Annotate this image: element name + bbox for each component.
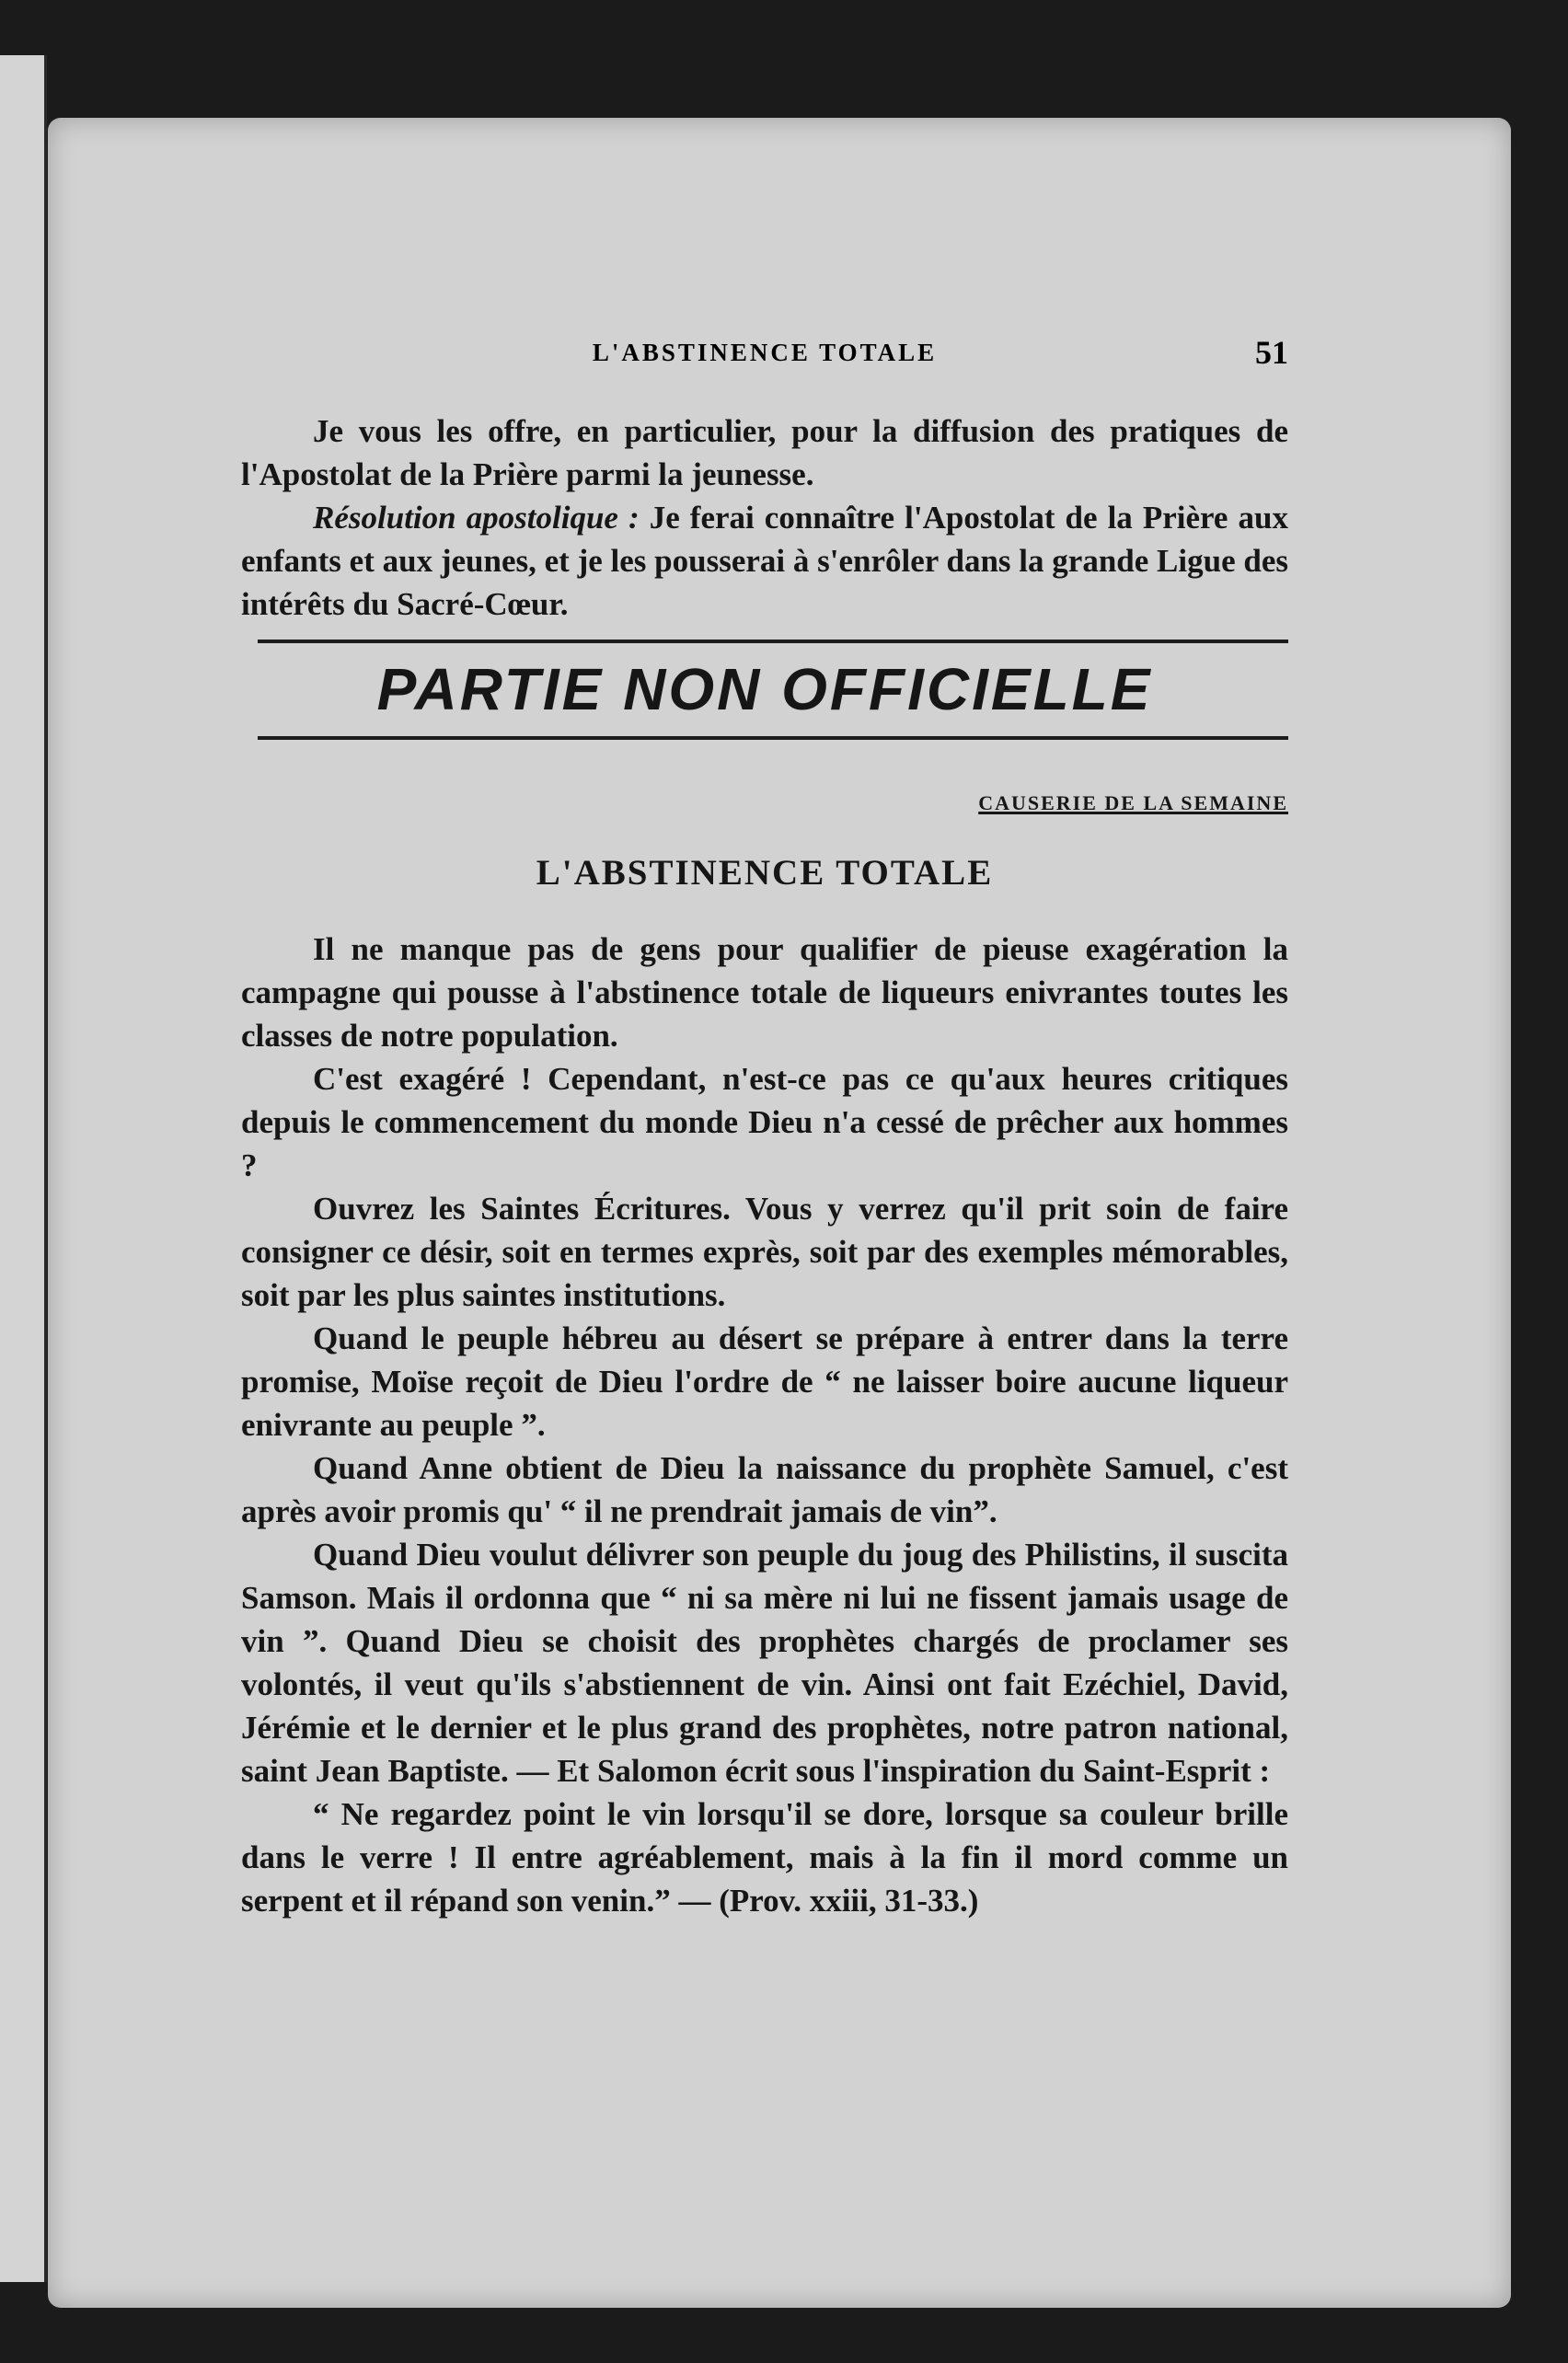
page-number: 51 xyxy=(1255,334,1288,371)
running-title: L'ABSTINENCE TOTALE xyxy=(592,339,938,366)
article-paragraph: C'est exagéré ! Cependant, n'est-ce pas ce qu'aux heures critiques depuis le commencement du monde Dieu n'a cessé de prêcher aux hommes ? xyxy=(241,1061,1288,1183)
intro-block xyxy=(241,409,1288,626)
article-paragraph: Quand le peuple hébreu au désert se prépare à entrer dans la terre promise, Moïse reçoit de Dieu l'ordre de “ ne laisser boire aucune liqueur enivrante au peuple ”. xyxy=(241,1320,1288,1443)
article-paragraph: Quand Anne obtient de Dieu la naissance du prophète Samuel, c'est après avoir promis qu' “ il ne prendrait jamais de vin”. xyxy=(241,1450,1288,1529)
previous-page-edge xyxy=(0,55,47,2282)
section-title: PARTIE NON OFFICIELLE xyxy=(376,656,1153,722)
top-rule xyxy=(258,640,1288,643)
bottom-rule xyxy=(258,736,1288,740)
article-paragraph: “ Ne regardez point le vin lorsqu'il se dore, lorsque sa couleur brille dans le verre ! Il entre agréablement, mais à la fin il mord comme un serpent et il répand son venin.” — (Prov. xxiii, 31-33.) xyxy=(241,1796,1288,1919)
dedication-paragraph: Je vous les offre, en particulier, pour la diffusion des pratiques de l'Apostolat de la Prière parmi la jeunesse. xyxy=(241,413,1288,492)
article-title: L'ABSTINENCE TOTALE xyxy=(536,853,994,893)
article-body xyxy=(241,928,1288,1922)
page-header xyxy=(241,333,1288,379)
resolution-text: Je ferai connaître l'Apostolat de la Prière aux enfants et aux jeunes, et je les pousserai à s'enrôler dans la grande Ligue des intérêts du Sacré-Cœur. xyxy=(241,500,1288,622)
resolution-paragraph xyxy=(241,496,1288,626)
article-paragraph: Ouvrez les Saintes Écritures. Vous y verrez qu'il prit soin de faire consigner ce désir, soit en termes exprès, soit par des exemples mémorables, soit par les plus saintes institutions. xyxy=(241,1191,1288,1313)
article-paragraph: Il ne manque pas de gens pour qualifier de pieuse exagération la campagne qui pousse à l'abstinence totale de liqueurs enivrantes toutes les classes de notre population. xyxy=(241,931,1288,1054)
causerie-heading: CAUSERIE DE LA SEMAINE xyxy=(978,791,1288,814)
article-paragraph: Quand Dieu voulut délivrer son peuple du joug des Philistins, il suscita Samson. Mais il ordonna que “ ni sa mère ni lui ne fissent jamais usage de vin ”. Quand Dieu se choisit des prophètes chargés de proclamer ses volontés, il veut qu'ils s'abstiennent de vin. Ainsi ont fait Ezéchiel, David, Jérémie et le dernier et le plus grand des prophètes, notre patron national, saint Jean Baptiste. — Et Salomon écrit sous l'inspiration du Saint-Esprit : xyxy=(241,1537,1288,1789)
resolution-label: Résolution apostolique : xyxy=(313,500,640,536)
